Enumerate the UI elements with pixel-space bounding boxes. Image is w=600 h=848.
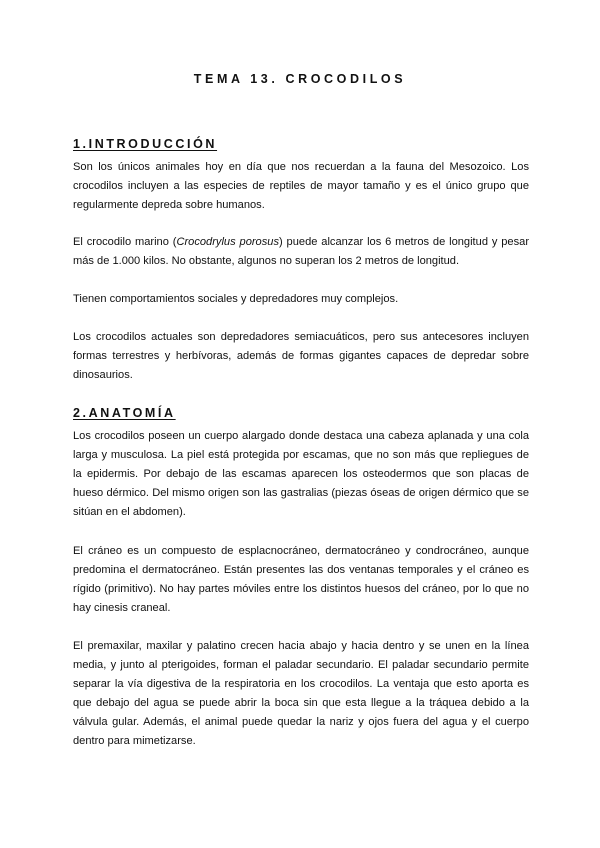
section-heading-anatomia: 2.ANATOMÍA [73, 406, 176, 420]
paragraph-anatomia-1 [73, 427, 529, 522]
text-line: la epidermis. Por debajo de las escamas aparecen los osteodermos que son placas de [73, 468, 529, 480]
paragraph-anatomia-2 [73, 542, 529, 618]
paragraph-intro-2 [73, 233, 529, 271]
species-name: Crocodrylus porosus [176, 236, 279, 248]
text-line: rígido (primitivo). No hay partes móviles entre los distintos huesos del cráneo, por lo que no [73, 583, 529, 595]
text-line: válvula gular. Además, el animal puede quedar la nariz y ojos fuera del agua y el cuerpo [73, 716, 529, 728]
text-line: hueso dérmico. Del mismo origen son las gastralias (piezas óseas de origen dérmico que se [73, 487, 529, 499]
text-line: que debajo del agua se puede abrir la boca sin que esta llegue a la tráquea debido a la [73, 697, 529, 709]
text-line: dinosaurios. [73, 369, 133, 381]
text-line: media, y junto al pterigoides, forman el paladar secundario. El paladar secundario permite [73, 659, 529, 671]
text-fragment: El crocodilo marino ( [73, 236, 177, 248]
text-line: formas terrestres y herbívoras, además de formas gigantes capaces de depredar sobre [73, 350, 529, 362]
text-line: Los crocodilos actuales son depredadores semiacuáticos, pero sus antecesores incluyen [73, 331, 529, 343]
text-line: crocodilos incluyen a las especies de reptiles de mayor tamaño y es el único grupo que [73, 180, 529, 192]
text-line: separar la vía digestiva de la respiratoria en los crocodilos. La ventaja que esto aporta es [73, 678, 529, 690]
paragraph-intro-3 [73, 290, 529, 309]
paragraph-anatomia-3 [73, 637, 529, 751]
text-line: Tienen comportamientos sociales y depredadores muy complejos. [73, 293, 399, 305]
text-fragment: ) puede alcanzar los 6 metros de longitud y pesar [279, 236, 530, 248]
document-title: TEMA 13. CROCODILOS [193, 72, 407, 86]
text-line [73, 233, 529, 252]
section-heading-introduccion: 1.INTRODUCCIÓN [73, 137, 218, 151]
text-line: predomina el dermatocráneo. Están presentes las dos ventanas temporales y el cráneo es [73, 564, 529, 576]
text-line: Los crocodilos poseen un cuerpo alargado donde destaca una cabeza aplanada y una cola [73, 430, 529, 442]
text-line: regularmente depreda sobre humanos. [73, 199, 265, 211]
text-line: sitúan en el abdomen). [73, 506, 186, 518]
paragraph-intro-1 [73, 158, 529, 215]
paragraph-intro-4 [73, 328, 529, 385]
text-line: hay cinesis craneal. [73, 602, 171, 614]
text-line: Son los únicos animales hoy en día que nos recuerdan a la fauna del Mesozoico. Los [73, 161, 529, 173]
text-line: larga y musculosa. La piel está protegida por escamas, que no son más que repliegues de [73, 449, 529, 461]
text-line: dentro para mimetizarse. [73, 735, 196, 747]
text-line: El cráneo es un compuesto de esplacnocráneo, dermatocráneo y condrocráneo, aunque [73, 545, 529, 557]
text-line: más de 1.000 kilos. No obstante, algunos no superan los 2 metros de longitud. [73, 255, 460, 267]
text-line: El premaxilar, maxilar y palatino crecen hacia abajo y hacia dentro y se unen en la línea [73, 640, 529, 652]
